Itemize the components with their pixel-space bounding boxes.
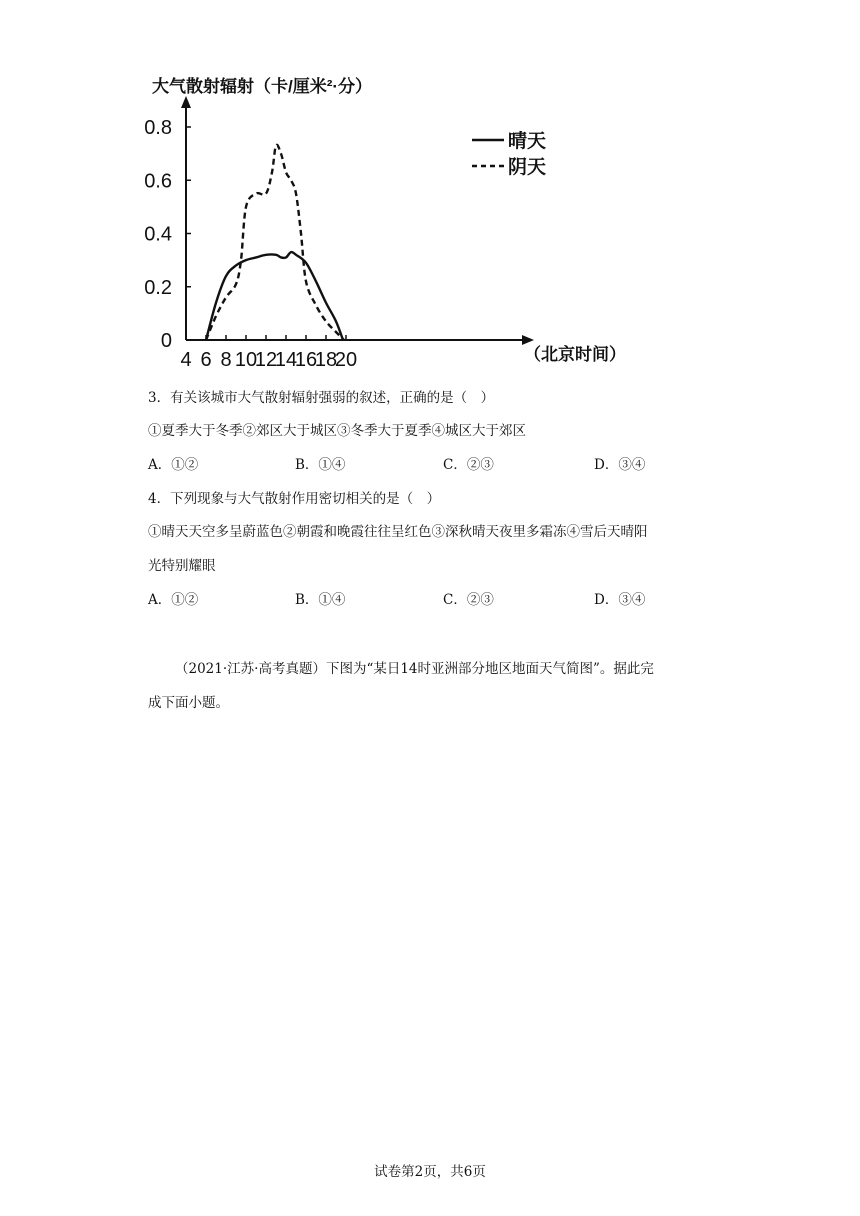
question-3-stem: 3．有关该城市大气散射辐射强弱的叙述，正确的是（ ） bbox=[148, 390, 495, 406]
x-tick-label: 16 bbox=[294, 349, 318, 371]
x-tick-label: 20 bbox=[334, 349, 358, 371]
intro-line-1 bbox=[148, 652, 723, 686]
legend-label-cloudy: 阴天 bbox=[508, 157, 547, 178]
question-4-option-b[interactable]: B．①④ bbox=[295, 592, 346, 608]
x-axis-title: （北京时间） bbox=[524, 345, 626, 364]
y-tick-label: 0.4 bbox=[144, 223, 172, 246]
x-tick-label: 12 bbox=[254, 349, 278, 371]
y-tick-label: 0.2 bbox=[144, 276, 172, 299]
x-axis-arrow bbox=[522, 335, 534, 345]
y-tick-label: 0 bbox=[160, 330, 172, 352]
question-3-option-d[interactable]: D．③④ bbox=[594, 457, 646, 473]
y-axis-arrow bbox=[181, 96, 191, 108]
question-4-statements-line2: 光特别耀眼 bbox=[148, 558, 216, 574]
page-footer: 试卷第2页，共6页 bbox=[374, 1164, 486, 1180]
next-group-intro bbox=[148, 652, 723, 720]
x-tick-label: 6 bbox=[200, 349, 212, 371]
question-4-option-c[interactable]: C．②③ bbox=[443, 592, 494, 608]
question-4-statements-line1: ①晴天天空多呈蔚蓝色②朝霞和晚霞往往呈红色③深秋晴天夜里多霜冻④雪后天晴阳 bbox=[148, 524, 648, 540]
x-tick-label: 4 bbox=[180, 349, 192, 371]
legend-label-sunny: 晴天 bbox=[508, 131, 547, 152]
question-4-option-a[interactable]: A．①② bbox=[148, 592, 199, 608]
y-axis-title: 大气散射辐射（卡/厘米²·分） bbox=[152, 77, 373, 96]
question-3-option-b[interactable]: B．①④ bbox=[295, 457, 346, 473]
chart-svg bbox=[140, 70, 640, 380]
question-3-option-c[interactable]: C．②③ bbox=[443, 457, 494, 473]
x-tick-label: 10 bbox=[234, 349, 258, 371]
series-line-cloudy bbox=[206, 145, 344, 340]
intro-line-1-text: （2021·江苏·高考真题）下图为“某日14时亚洲部分地区地面天气简图”。据此完 bbox=[175, 661, 654, 677]
y-tick-label: 0.6 bbox=[144, 170, 172, 193]
x-tick-label: 14 bbox=[274, 349, 298, 371]
question-4-stem: 4．下列现象与大气散射作用密切相关的是（ ） bbox=[148, 491, 441, 507]
scatter-radiation-chart bbox=[140, 70, 640, 380]
x-tick-label: 8 bbox=[220, 349, 232, 371]
question-4-option-d[interactable]: D．③④ bbox=[594, 592, 646, 608]
y-tick-label: 0.8 bbox=[144, 117, 172, 139]
x-tick-label: 18 bbox=[314, 349, 338, 371]
intro-line-2: 成下面小题。 bbox=[148, 695, 229, 711]
series-line-sunny bbox=[206, 252, 343, 340]
question-3-statements: ①夏季大于冬季②郊区大于城区③冬季大于夏季④城区大于郊区 bbox=[148, 423, 526, 439]
question-3-option-a[interactable]: A．①② bbox=[148, 457, 199, 473]
